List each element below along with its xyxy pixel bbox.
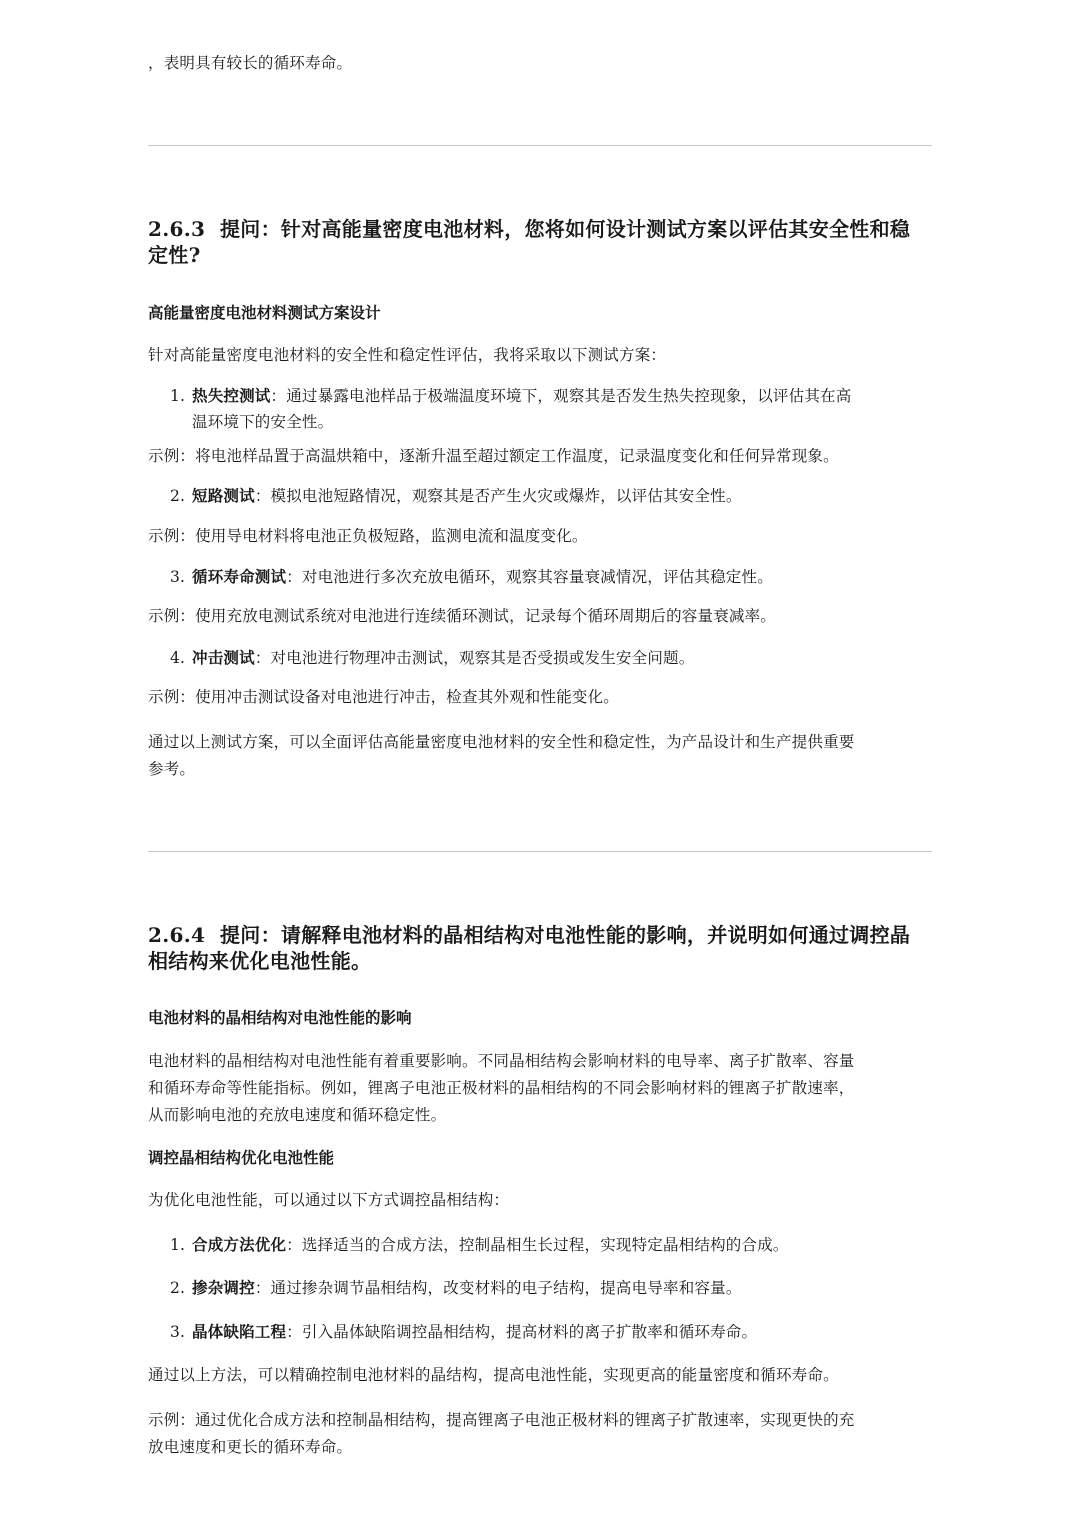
list-item-label: 热失控测试	[192, 386, 271, 405]
section-heading-2-6-3	[148, 216, 932, 268]
list-item	[170, 1319, 930, 1345]
example-text: 示例：使用导电材料将电池正负极短路，监测电流和温度变化。	[148, 527, 588, 545]
subheading: 调控晶相结构优化电池性能	[148, 1148, 335, 1167]
list-item-text-continued: 温环境下的安全性。	[192, 413, 334, 431]
list-item	[170, 564, 930, 590]
body-paragraph	[148, 1048, 932, 1129]
list-item	[170, 1232, 930, 1258]
intro-paragraph: 针对高能量密度电池材料的安全性和稳定性评估，我将采取以下测试方案：	[148, 346, 667, 364]
list-item-text: ：通过暴露电池样品于极端温度环境下，观察其是否发生热失控现象，以评估其在高	[270, 387, 852, 405]
list-item-text: ：引入晶体缺陷调控晶相结构，提高材料的离子扩散率和循环寿命。	[286, 1323, 758, 1341]
list-item-label: 冲击测试	[192, 648, 255, 667]
example-text: 示例：使用冲击测试设备对电池进行冲击，检查其外观和性能变化。	[148, 688, 620, 706]
list-item	[170, 1275, 930, 1301]
list-item-label: 掺杂调控	[192, 1278, 255, 1297]
list-index: 1.	[170, 1236, 186, 1254]
list-item	[170, 483, 930, 509]
list-item-label: 短路测试	[192, 486, 255, 505]
example-line2: 放电速度和更长的循环寿命。	[148, 1438, 353, 1456]
list-item-text: ：选择适当的合成方法，控制晶相生长过程，实现特定晶相结构的合成。	[286, 1236, 789, 1254]
example-text: 示例：使用充放电测试系统对电池进行连续循环测试，记录每个循环周期后的容量衰减率。	[148, 607, 777, 625]
section-title-line2: 相结构来优化电池性能。	[148, 949, 372, 973]
example-paragraph	[148, 1407, 932, 1461]
section-title-line1: 提问：请解释电池材料的晶相结构对电池性能的影响，并说明如何通过调控晶	[220, 923, 911, 947]
list-index: 2.	[170, 1279, 186, 1297]
list-index: 3.	[170, 568, 186, 586]
conclusion-paragraph	[148, 729, 932, 783]
conclusion-paragraph: 通过以上方法，可以精确控制电池材料的晶结构，提高电池性能，实现更高的能量密度和循环寿命。	[148, 1366, 839, 1384]
list-item-text: ：对电池进行物理冲击测试，观察其是否受损或发生安全问题。	[254, 649, 695, 667]
list-item	[170, 645, 930, 671]
list-index: 1.	[170, 387, 186, 405]
list-index: 4.	[170, 649, 186, 667]
subheading: 电池材料的晶相结构对电池性能的影响	[148, 1008, 412, 1027]
example-line1: 示例：通过优化合成方法和控制晶相结构，提高锂离子电池正极材料的锂离子扩散速率，实现更快的充	[148, 1411, 855, 1429]
section-title-line2: 定性?	[148, 243, 201, 267]
intro-paragraph: 为优化电池性能，可以通过以下方式调控晶相结构：	[148, 1191, 510, 1209]
subheading: 高能量密度电池材料测试方案设计	[148, 303, 381, 322]
section-divider	[148, 145, 932, 146]
list-item-text: ：通过掺杂调节晶相结构，改变材料的电子结构，提高电导率和容量。	[254, 1279, 742, 1297]
list-index: 2.	[170, 487, 186, 505]
list-item-text: ：模拟电池短路情况，观察其是否产生火灾或爆炸，以评估其安全性。	[254, 487, 742, 505]
list-item-text: ：对电池进行多次充放电循环，观察其容量衰减情况，评估其稳定性。	[286, 568, 773, 586]
paragraph-line: 电池材料的晶相结构对电池性能有着重要影响。不同晶相结构会影响材料的电导率、离子扩散率、容量	[148, 1052, 855, 1070]
example-text: 示例：将电池样品置于高温烘箱中，逐渐升温至超过额定工作温度，记录温度变化和任何异常现象。	[148, 447, 839, 465]
section-heading-2-6-4	[148, 922, 932, 974]
paragraph-line: 和循环寿命等性能指标。例如，锂离子电池正极材料的晶相结构的不同会影响材料的锂离子扩散速率，	[148, 1079, 855, 1097]
list-item-label: 晶体缺陷工程	[192, 1322, 287, 1341]
list-item-label: 合成方法优化	[192, 1235, 287, 1254]
section-number: 2.6.4	[148, 923, 206, 947]
list-index: 3.	[170, 1323, 186, 1341]
section-title-line1: 提问：针对高能量密度电池材料，您将如何设计测试方案以评估其安全性和稳	[220, 217, 911, 241]
top-fragment-text: ，表明具有较长的循环寿命。	[148, 54, 353, 72]
section-divider	[148, 851, 932, 852]
conclusion-line1: 通过以上测试方案，可以全面评估高能量密度电池材料的安全性和稳定性，为产品设计和生产提供重要	[148, 733, 855, 751]
conclusion-line2: 参考。	[148, 760, 196, 778]
list-item	[170, 383, 930, 435]
list-item-label: 循环寿命测试	[192, 567, 287, 586]
section-number: 2.6.3	[148, 217, 206, 241]
paragraph-line: 从而影响电池的充放电速度和循环稳定性。	[148, 1106, 447, 1124]
